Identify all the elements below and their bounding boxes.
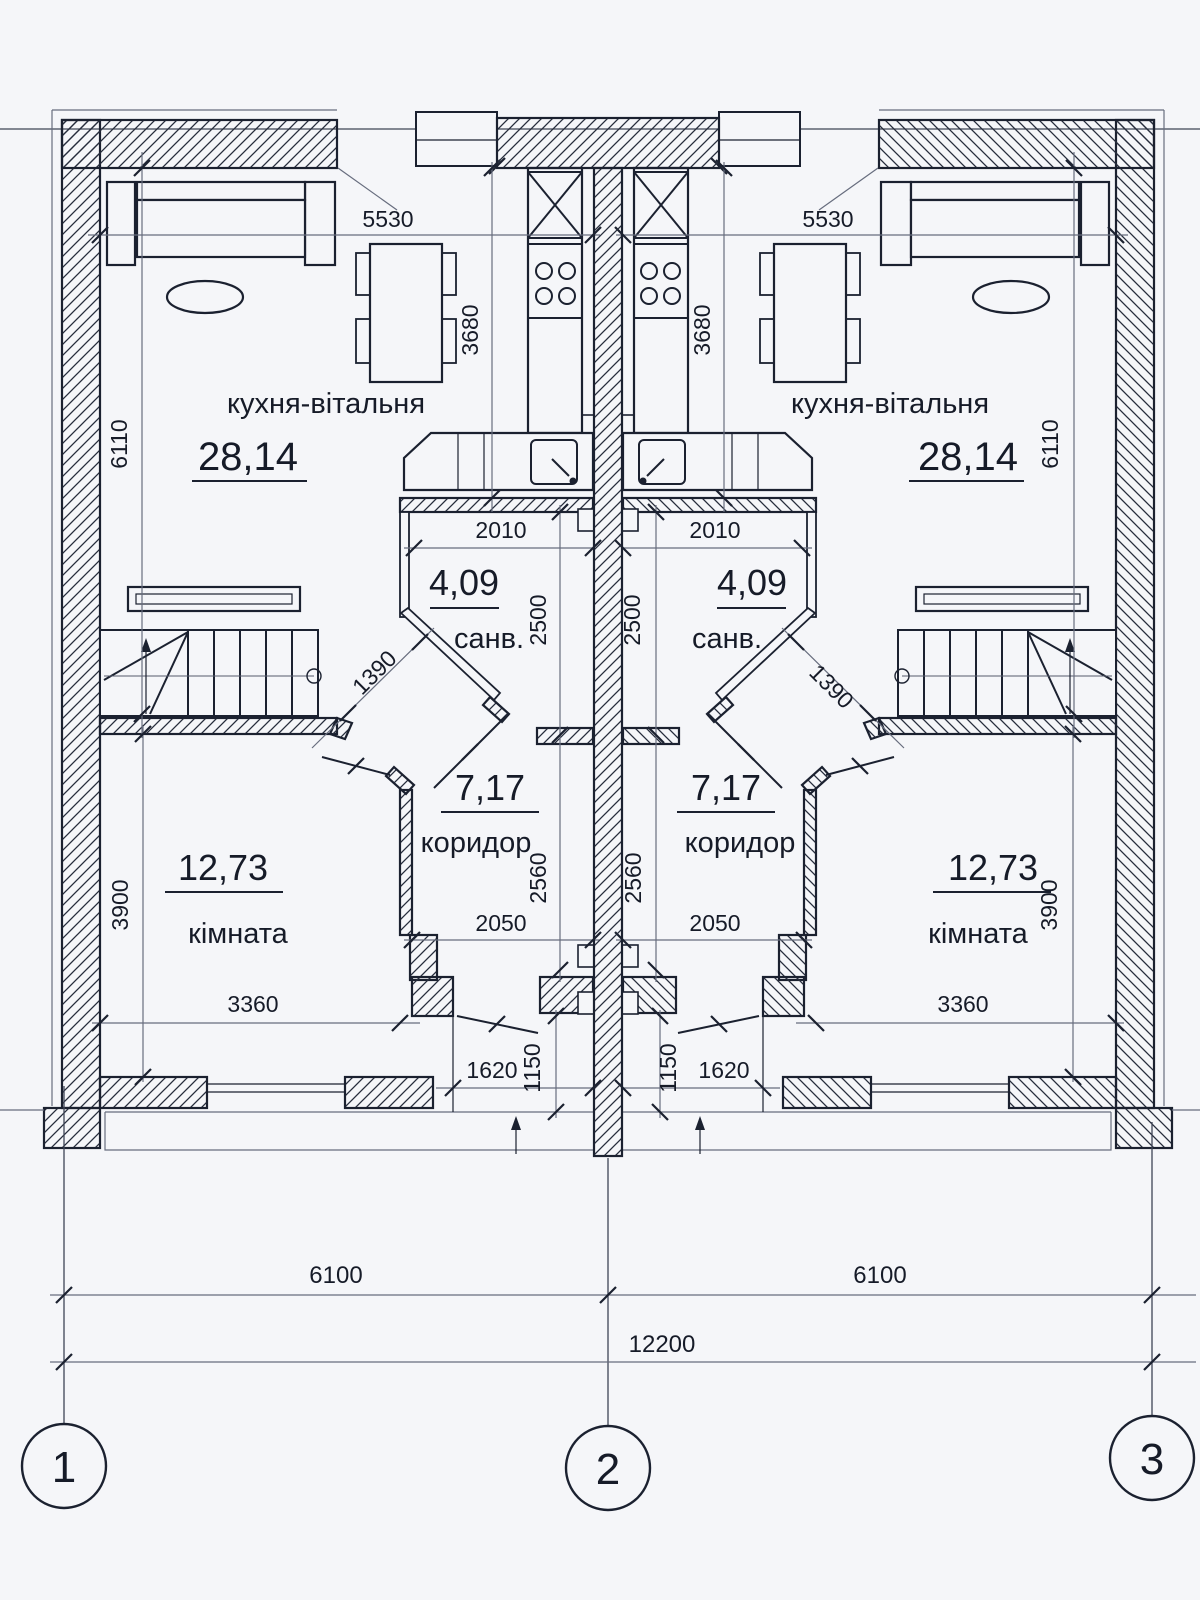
dim-3360-right: 3360 (937, 991, 989, 1017)
dim-1150-right: 1150 (655, 1043, 681, 1093)
dim-1620-left: 1620 (466, 1057, 518, 1083)
dim-5530-right: 5530 (802, 206, 854, 232)
dim-1150-left: 1150 (519, 1043, 545, 1093)
room-name-room-left: кімната (188, 918, 288, 950)
room-area-room-left: 12,73 (177, 847, 269, 888)
room-name-bath-left: санв. (453, 623, 525, 655)
room-area-corridor-right: 7,17 (690, 767, 762, 808)
dim-1390-right: 1390 (804, 659, 859, 714)
dim-3900-left: 3900 (107, 879, 133, 931)
dim-6100-right: 6100 (853, 1262, 907, 1289)
room-name-corridor-right: коридор (684, 827, 796, 859)
dim-6110-left: 6110 (106, 419, 132, 469)
room-name-kitchen-left: кухня-вітальня (226, 388, 426, 420)
dim-2010-left: 2010 (475, 517, 527, 543)
dim-2010-right: 2010 (689, 517, 741, 543)
room-name-room-right: кімната (928, 918, 1028, 950)
dim-2560-left: 2560 (525, 852, 551, 904)
room-area-corridor-left: 7,17 (454, 767, 526, 808)
room-name-bath-right: санв. (691, 623, 763, 655)
party-wall (594, 168, 622, 1156)
room-area-kitchen-left: 28,14 (197, 435, 299, 479)
room-name-kitchen-right: кухня-вітальня (790, 388, 990, 420)
center-top-wall (497, 118, 719, 168)
dim-2500-left: 2500 (525, 594, 551, 646)
dim-2050-right: 2050 (689, 910, 741, 936)
dim-5530-left: 5530 (362, 206, 414, 232)
room-area-kitchen-right: 28,14 (917, 435, 1019, 479)
room-name-corridor-left: коридор (420, 827, 532, 859)
dim-2560-right: 2560 (620, 852, 646, 904)
room-area-bath-right: 4,09 (716, 562, 788, 603)
dim-3360-left: 3360 (227, 991, 279, 1017)
dim-12200: 12200 (628, 1331, 696, 1358)
dim-6100-left: 6100 (309, 1262, 363, 1289)
dim-6110-right: 6110 (1037, 419, 1063, 469)
room-area-bath-left: 4,09 (428, 562, 500, 603)
axis-label-2: 2 (595, 1445, 621, 1494)
dim-3680-right: 3680 (689, 304, 715, 356)
dim-1390-left: 1390 (347, 645, 402, 700)
dim-1620-right: 1620 (698, 1057, 750, 1083)
dim-3900-right: 3900 (1036, 879, 1062, 931)
dim-3680-left: 3680 (457, 304, 483, 356)
dim-2050-left: 2050 (475, 910, 527, 936)
dim-2500-right: 2500 (619, 594, 645, 646)
room-area-room-right: 12,73 (947, 847, 1039, 888)
axis-label-3: 3 (1139, 1435, 1165, 1484)
axis-label-1: 1 (51, 1443, 77, 1492)
